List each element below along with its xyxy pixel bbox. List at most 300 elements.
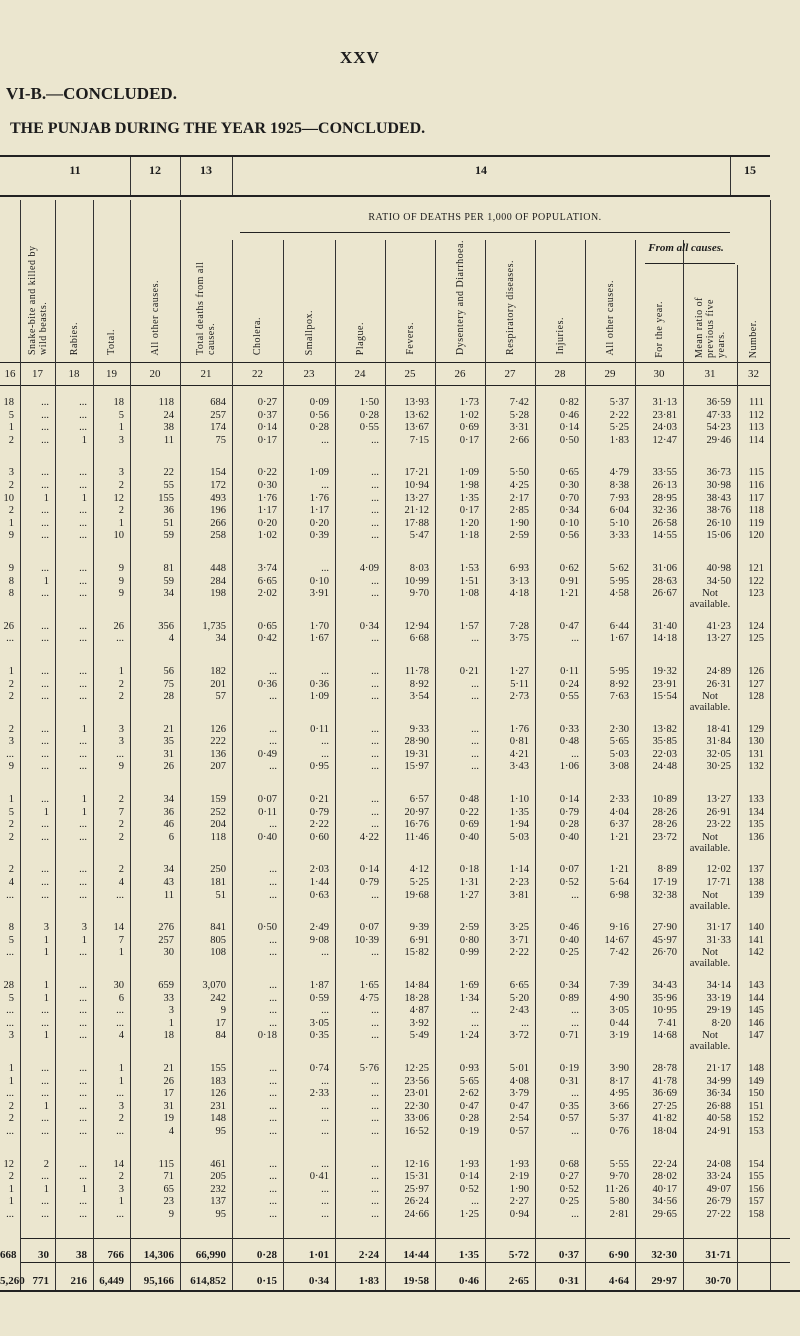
table-cell: 1·69 (459, 980, 479, 991)
table-cell: 205 (210, 1171, 226, 1183)
table-body (0, 397, 770, 1294)
table-cell: 1·67 (309, 633, 329, 645)
table-cell: 1·35 (458, 1248, 479, 1261)
table-cell: 6·98 (609, 889, 629, 901)
table-cell: 0·44 (609, 1017, 629, 1029)
table-cell: 3,070 (202, 980, 226, 991)
rule-top (0, 155, 770, 157)
table-cell: ... (6, 1005, 14, 1017)
table-cell: 142 (748, 947, 764, 959)
table-cell: 0·36 (309, 678, 329, 690)
table-cell: ... (79, 1158, 87, 1170)
table-row (0, 1184, 770, 1197)
table-cell: 0·65 (559, 467, 579, 479)
table-cell: 36·59 (706, 397, 731, 408)
table-cell: ... (41, 794, 49, 806)
table-cell: 0·79 (559, 806, 579, 818)
table-cell: 26·70 (652, 947, 677, 959)
table-cell: 257 (210, 409, 226, 421)
table-cell: 0·49 (257, 748, 277, 760)
table-cell: 47·33 (706, 409, 731, 421)
table-cell: 24·03 (652, 422, 677, 434)
table-cell: ... (41, 889, 49, 901)
table-cell: 3·54 (409, 691, 429, 703)
table-cell: 155 (158, 492, 174, 504)
table-cell: ... (371, 748, 379, 760)
table-row (0, 518, 770, 531)
table-cell: 2 (118, 794, 124, 806)
table-cell: 17 (215, 1017, 226, 1029)
table-cell: 19·68 (404, 889, 429, 901)
table-cell: ... (269, 1196, 277, 1208)
table-cell: 33·19 (706, 992, 731, 1004)
table-cell: 10·39 (354, 934, 379, 946)
table-cell: 115 (748, 467, 764, 479)
table-cell: 841 (210, 922, 226, 934)
table-cell: 13·93 (404, 397, 429, 408)
table-row (0, 576, 770, 589)
table-cell: 4·25 (509, 479, 529, 491)
table-cell: ... (79, 1088, 87, 1100)
table-cell: 10·89 (652, 794, 677, 806)
table-cell: 146 (748, 1017, 764, 1029)
table-cell: 26·88 (706, 1100, 731, 1112)
table-cell: 14,306 (143, 1248, 174, 1261)
table-cell: ... (79, 562, 87, 574)
table-cell: 0·14 (559, 794, 579, 806)
table-cell: 1·09 (459, 467, 479, 479)
table-cell: 56 (163, 665, 174, 677)
table-cell: ... (79, 1171, 87, 1183)
table-cell: ... (269, 819, 277, 831)
table-row (0, 736, 770, 749)
column-header (635, 270, 683, 358)
column-header (435, 235, 485, 355)
table-cell: 5·47 (409, 530, 429, 542)
table-cell: 12 (3, 1158, 14, 1170)
table-cell: 1·93 (459, 1158, 479, 1170)
table-cell: 11·46 (404, 831, 429, 843)
table-cell: 14·44 (403, 1248, 429, 1261)
table-cell: ... (371, 1088, 379, 1100)
table-row (0, 993, 770, 1006)
table-cell: ... (116, 889, 124, 901)
table-cell: 1 (43, 575, 49, 587)
table-cell: 5·64 (609, 877, 629, 889)
table-cell: 32·38 (652, 889, 677, 901)
table-cell: 135 (748, 819, 764, 831)
table-cell: ... (371, 1208, 379, 1220)
column-header (232, 235, 283, 355)
table-cell: 5·01 (509, 1062, 529, 1074)
table-cell: ... (269, 877, 277, 889)
table-cell: 3 (8, 1030, 14, 1042)
table-cell: 4 (118, 1030, 124, 1042)
table-cell: ... (321, 1100, 329, 1112)
table-cell: 2 (8, 1100, 14, 1112)
table-cell: 124 (748, 620, 764, 632)
table-cell: ... (79, 947, 87, 959)
table-cell: 140 (748, 922, 764, 934)
table-cell: 154 (748, 1158, 764, 1170)
table-cell: ... (371, 819, 379, 831)
table-cell: 0·94 (509, 1208, 529, 1220)
table-cell: 0·17 (459, 434, 479, 446)
table-cell: 6 (118, 992, 124, 1004)
table-cell: 0·68 (559, 1158, 579, 1170)
table-cell: 9 (168, 1208, 174, 1220)
table-cell: 0·40 (559, 934, 579, 946)
table-cell: ... (321, 1113, 329, 1125)
table-cell: 0·50 (559, 434, 579, 446)
table-cell: 4·04 (609, 806, 629, 818)
table-cell: ... (41, 562, 49, 574)
table-cell: 26 (113, 620, 124, 632)
column-number: 25 (404, 368, 416, 380)
table-cell: 5·65 (459, 1075, 479, 1087)
table-cell: 5·95 (609, 665, 629, 677)
table-cell: 6·91 (409, 934, 429, 946)
table-row (0, 530, 770, 543)
table-cell: 659 (158, 980, 174, 991)
table-cell: 1·35 (509, 806, 529, 818)
table-cell: 75 (163, 678, 174, 690)
table-cell: ... (269, 1171, 277, 1183)
table-cell: 14·84 (404, 980, 429, 991)
table-row (0, 1113, 770, 1126)
table-cell: 71 (163, 1171, 174, 1183)
table-cell: 30 (38, 1248, 49, 1261)
table-cell: ... (41, 397, 49, 408)
column-number: 29 (604, 368, 616, 380)
column-header (20, 235, 55, 355)
column-header-label: Plague. (354, 321, 366, 355)
table-cell: 448 (210, 562, 226, 574)
table-cell: 5·03 (609, 748, 629, 760)
table-cell: 1 (43, 934, 49, 946)
table-cell: 1·17 (309, 505, 329, 517)
table-cell: 2·85 (509, 505, 529, 517)
table-cell: ... (116, 1125, 124, 1137)
table-cell: 1·44 (309, 877, 329, 889)
table-cell: ... (79, 1113, 87, 1125)
table-cell: Not available. (689, 588, 731, 611)
table-cell: 3·05 (309, 1017, 329, 1029)
table-cell: ... (571, 1208, 579, 1220)
table-cell: ... (79, 877, 87, 889)
table-cell: 13·27 (706, 633, 731, 645)
table-cell: 32·05 (706, 748, 731, 760)
table-cell: 4·12 (409, 864, 429, 876)
table-cell: 23·81 (652, 409, 677, 421)
table-cell: 8·17 (609, 1075, 629, 1087)
table-cell: 1·65 (359, 980, 379, 991)
table-cell: 0·24 (559, 678, 579, 690)
table-row (0, 794, 770, 807)
column-number: 21 (200, 368, 212, 380)
table-cell: 38·76 (706, 505, 731, 517)
table-cell: 21 (163, 723, 174, 735)
table-cell: 11·26 (604, 1183, 629, 1195)
table-cell: 10 (113, 530, 124, 542)
table-cell: ... (6, 1208, 14, 1220)
table-cell: 1 (118, 517, 124, 529)
table-cell: 1·93 (509, 1158, 529, 1170)
table-cell: 1 (81, 806, 87, 818)
table-cell: 17·19 (652, 877, 677, 889)
table-cell: 18 (163, 1030, 174, 1042)
table-cell: 19·32 (652, 665, 677, 677)
table-cell: 4·79 (609, 467, 629, 479)
table-cell: 0·71 (559, 1030, 579, 1042)
table-cell: 5·25 (609, 422, 629, 434)
table-cell: 0·46 (458, 1274, 479, 1287)
table-cell: 1 (118, 665, 124, 677)
table-row (0, 493, 770, 506)
table-cell: 0·52 (459, 1183, 479, 1195)
table-cell: 4 (8, 877, 14, 889)
table-cell: 2 (8, 723, 14, 735)
table-cell: 7·42 (509, 397, 529, 408)
table-cell: 183 (210, 1075, 226, 1087)
table-cell: 2·59 (459, 922, 479, 934)
table-cell: 0·82 (559, 397, 579, 408)
table-cell: ... (6, 1125, 14, 1137)
table-cell: 14·68 (652, 1030, 677, 1042)
table-cell: 0·11 (258, 806, 277, 818)
table-cell: 2·22 (309, 819, 329, 831)
table-cell: 35 (163, 736, 174, 748)
table-cell: 0·34 (559, 980, 579, 991)
table-cell: 805 (210, 934, 226, 946)
table-cell: 5·37 (609, 1113, 629, 1125)
table-cell: 9 (8, 761, 14, 773)
table-cell: 13·27 (404, 492, 429, 504)
table-cell: 34·50 (706, 575, 731, 587)
column-number: 26 (454, 368, 466, 380)
table-cell: ... (371, 1113, 379, 1125)
table-cell: 29·65 (652, 1208, 677, 1220)
column-header-label: All other causes. (604, 279, 616, 355)
column-header (683, 270, 737, 358)
table-cell: ... (79, 736, 87, 748)
table-cell: 0·14 (459, 1171, 479, 1183)
table-cell: 152 (748, 1113, 764, 1125)
table-cell: ... (41, 633, 49, 645)
table-cell: 3 (43, 922, 49, 934)
table-cell: 0·99 (459, 947, 479, 959)
rule-from-all (645, 263, 735, 264)
table-cell: 118 (210, 831, 226, 843)
table-cell: 4·64 (608, 1274, 629, 1287)
table-cell: 252 (210, 806, 226, 818)
table-cell: ... (321, 562, 329, 574)
table-cell: 55 (163, 479, 174, 491)
table-cell: 95 (215, 1208, 226, 1220)
table-cell: 6 (168, 831, 174, 843)
table-cell: 1·27 (459, 889, 479, 901)
table-cell: ... (6, 633, 14, 645)
table-cell: 2 (118, 479, 124, 491)
table-cell: 29·46 (706, 434, 731, 446)
table-cell: ... (471, 678, 479, 690)
table-cell: ... (371, 736, 379, 748)
table-cell: 1·09 (309, 691, 329, 703)
table-cell: 0·56 (309, 409, 329, 421)
table-cell: 4·08 (509, 1075, 529, 1087)
table-cell: ... (471, 1005, 479, 1017)
table-cell: ... (41, 588, 49, 600)
table-cell: Not available. (689, 1030, 731, 1053)
group-number: 14 (475, 163, 487, 177)
table-cell: 35·85 (652, 736, 677, 748)
table-cell: 0·37 (558, 1248, 579, 1261)
table-cell: 114 (748, 434, 764, 446)
table-cell: ... (41, 723, 49, 735)
table-cell: 9·16 (609, 922, 629, 934)
table-cell: 668 (0, 1248, 17, 1261)
totals-row (0, 1268, 770, 1294)
table-cell: 0·25 (559, 1196, 579, 1208)
table-cell: 0·18 (459, 864, 479, 876)
column-header (585, 235, 635, 355)
table-cell: 59 (163, 575, 174, 587)
table-cell: 5·20 (509, 992, 529, 1004)
table-cell: ... (269, 1062, 277, 1074)
table-cell: 19·58 (403, 1274, 429, 1287)
table-cell: ... (471, 761, 479, 773)
table-cell: ... (79, 588, 87, 600)
table-cell: 38 (76, 1248, 87, 1261)
table-cell: ... (471, 691, 479, 703)
table-cell: ... (269, 736, 277, 748)
table-cell: 174 (210, 422, 226, 434)
column-header (485, 235, 535, 355)
table-cell: 5·28 (509, 409, 529, 421)
table-cell: ... (269, 723, 277, 735)
table-cell: 1·08 (459, 588, 479, 600)
table-cell: 5·49 (409, 1030, 429, 1042)
table-cell: 0·20 (257, 517, 277, 529)
table-cell: ... (79, 831, 87, 843)
table-cell: 0·91 (559, 575, 579, 587)
table-cell: ... (371, 1030, 379, 1042)
table-cell: 231 (210, 1100, 226, 1112)
table-cell: ... (269, 761, 277, 773)
table-cell: 1 (8, 422, 14, 434)
table-cell: 2·66 (509, 434, 529, 446)
table-cell: 1·20 (459, 517, 479, 529)
table-cell: 12·16 (404, 1158, 429, 1170)
table-cell: 13·62 (404, 409, 429, 421)
table-cell: 2 (8, 819, 14, 831)
table-cell: 41·78 (652, 1075, 677, 1087)
table-cell: 1 (8, 1183, 14, 1195)
table-cell: ... (41, 467, 49, 479)
table-cell: ... (79, 864, 87, 876)
table-row (0, 410, 770, 423)
table-cell: 0·81 (509, 736, 529, 748)
column-header-label: Rabies. (68, 321, 80, 355)
table-cell: 1 (118, 1196, 124, 1208)
table-cell: ... (79, 1005, 87, 1017)
table-cell: ... (41, 479, 49, 491)
group-number: 13 (200, 163, 212, 177)
table-cell: ... (41, 864, 49, 876)
table-cell: ... (41, 748, 49, 760)
table-cell: 6·65 (509, 980, 529, 991)
table-cell: 0·34 (559, 505, 579, 517)
table-cell: 4·95 (609, 1088, 629, 1100)
table-cell: 2 (118, 864, 124, 876)
table-cell: ... (471, 748, 479, 760)
table-cell: ... (371, 678, 379, 690)
table-cell: Not available. (689, 889, 731, 912)
table-cell: 21 (163, 1062, 174, 1074)
table-cell: 31·84 (706, 736, 731, 748)
table-cell: 0·47 (559, 620, 579, 632)
table-cell: 1·76 (509, 723, 529, 735)
table-cell: 7 (118, 934, 124, 946)
table-cell: 17·88 (404, 517, 429, 529)
table-cell: 7·63 (609, 691, 629, 703)
table-cell: ... (79, 633, 87, 645)
table-cell: 1·35 (459, 492, 479, 504)
table-cell: ... (371, 530, 379, 542)
table-cell: 0·56 (559, 530, 579, 542)
table-cell: ... (79, 467, 87, 479)
table-cell: ... (269, 1088, 277, 1100)
table-cell: ... (371, 517, 379, 529)
table-cell: 5·25 (409, 877, 429, 889)
table-cell: 3·19 (609, 1030, 629, 1042)
table-cell: 1·21 (559, 588, 579, 600)
table-cell: 0·93 (459, 1062, 479, 1074)
table-cell: 33 (163, 992, 174, 1004)
table-cell: ... (41, 434, 49, 446)
table-cell: 0·17 (459, 505, 479, 517)
table-cell: 1·83 (609, 434, 629, 446)
table-cell: 28·90 (404, 736, 429, 748)
table-row (0, 831, 770, 854)
table-cell: ... (269, 1005, 277, 1017)
table-cell: ... (269, 1100, 277, 1112)
table-cell: 1·51 (459, 575, 479, 587)
table-cell: 8·38 (609, 479, 629, 491)
table-cell: 0·27 (257, 397, 277, 408)
table-cell: ... (79, 1017, 87, 1029)
table-cell: 3 (118, 467, 124, 479)
table-cell: 3·81 (509, 889, 529, 901)
table-cell: 1 (43, 492, 49, 504)
column-header (55, 235, 93, 355)
table-cell: 1 (81, 794, 87, 806)
table-cell: 13·82 (652, 723, 677, 735)
table-cell: 2·27 (509, 1196, 529, 1208)
column-header (283, 235, 335, 355)
table-cell: 157 (748, 1196, 764, 1208)
table-cell: 0·14 (359, 864, 379, 876)
table-cell: ... (571, 1005, 579, 1017)
table-cell: 17 (163, 1088, 174, 1100)
table-cell: 3·08 (609, 761, 629, 773)
table-cell: 1·18 (459, 530, 479, 542)
table-cell: 1·10 (509, 794, 529, 806)
table-cell: ... (41, 1062, 49, 1074)
table-cell: Not available. (689, 947, 731, 970)
table-cell: 1 (118, 422, 124, 434)
table-cell: ... (41, 877, 49, 889)
